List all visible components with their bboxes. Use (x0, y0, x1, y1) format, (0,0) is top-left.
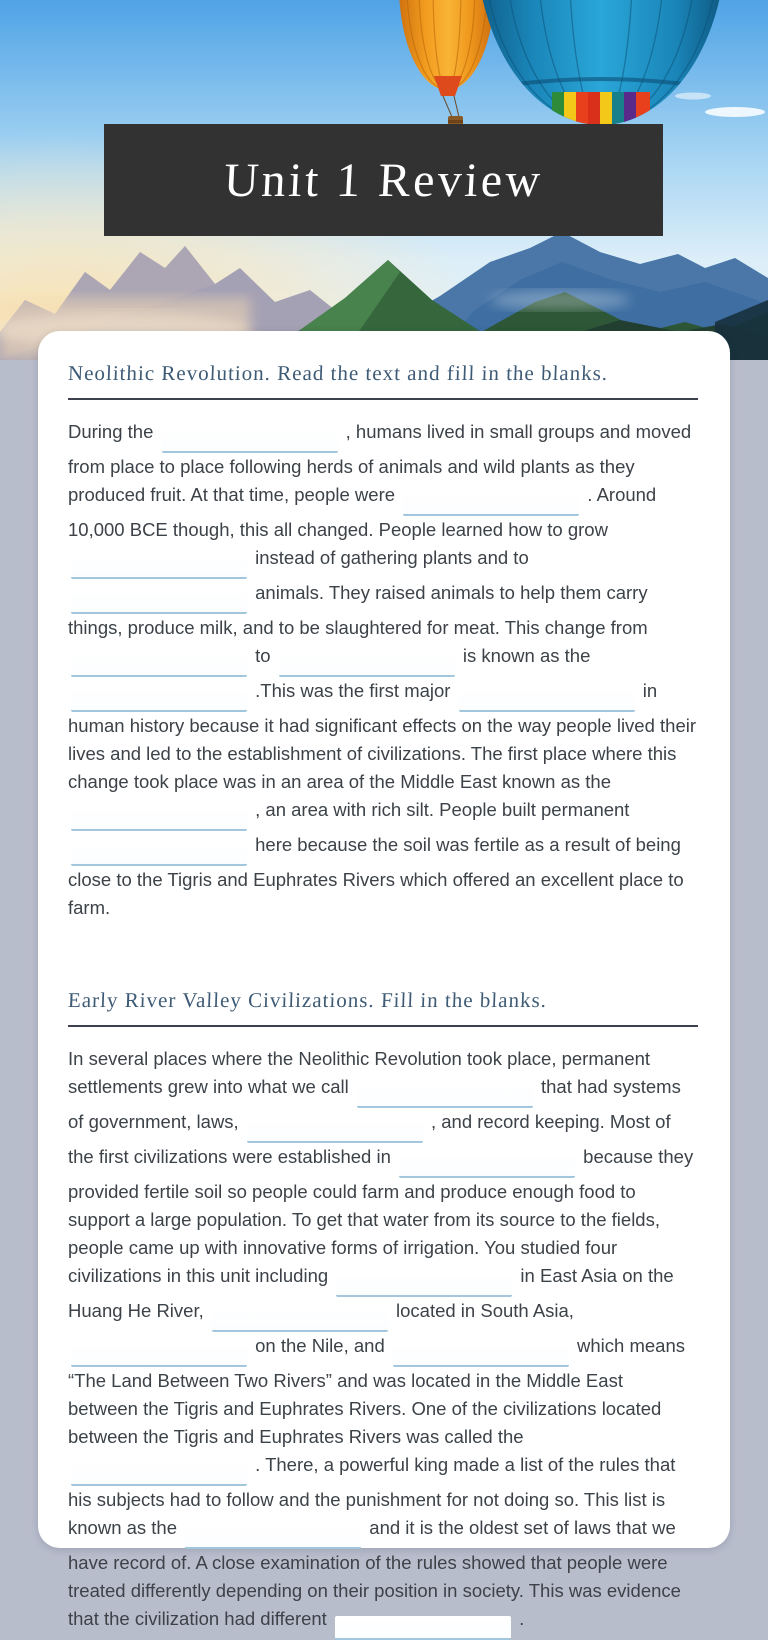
paragraph-text: that had systems of government, laws, (68, 1076, 681, 1132)
worksheet-paragraph (68, 418, 698, 922)
paragraph-text: , an area with rich silt. People built permanent (250, 799, 630, 820)
paragraph-text: because they provided fertile soil so people could farm and produce enough food to support a large population. To get that water from its source to the fields, people came up with innovative forms of irrigation. You studied four civilizations in this unit including (68, 1146, 694, 1286)
fill-blank-input[interactable] (71, 590, 247, 614)
worksheet-section-2 (68, 988, 698, 1640)
fill-blank-input[interactable] (459, 688, 635, 712)
paragraph-text: , humans lived in small groups and moved from place to place following herds of animals and wild plants as they produced fruit. At that time, people were (68, 421, 692, 505)
fill-blank-input[interactable] (393, 1343, 569, 1367)
page-title: Unit 1 Review (222, 153, 545, 207)
paragraph-text: . (513, 1608, 525, 1629)
fill-blank-input[interactable] (71, 1462, 247, 1486)
paragraph-text: on the Nile, and (250, 1335, 390, 1356)
worksheet-sections (68, 361, 698, 1640)
paragraph-text: During the (68, 421, 159, 442)
paragraph-text: animals. They raised animals to help them carry things, produce milk, and to be slaughtered for meat. This change from (68, 582, 648, 638)
fill-blank-input[interactable] (71, 807, 247, 831)
paragraph-text: here because the soil was fertile as a result of being close to the Tigris and Euphrates Rivers which offered an excellent place to farm. (68, 834, 684, 918)
worksheet-paragraph (68, 1045, 698, 1640)
paragraph-text: in human history because it had significant effects on the way people lived their lives and led to the establishment of civilizations. The first place where this change took place was in an area of the Middle East known as the (68, 680, 697, 792)
worksheet-section-1 (68, 361, 698, 922)
fill-blank-input[interactable] (71, 688, 247, 712)
fill-blank-input[interactable] (247, 1119, 423, 1143)
fill-blank-input[interactable] (336, 1273, 512, 1297)
fill-blank-input[interactable] (403, 492, 579, 516)
paragraph-text: and it is the oldest set of laws that we have record of. A close examination of the rules showed that people were treated differently depending on their position in society. This was evidence that the civilization had different (68, 1517, 681, 1629)
paragraph-text: , and record keeping. Most of the first civilizations were established in (68, 1111, 671, 1167)
paragraph-text: . There, a powerful king made a list of the rules that his subjects had to follow and the punishment for not doing so. This list is known as the (68, 1454, 676, 1538)
paragraph-text: in East Asia on the Huang He River, (68, 1265, 674, 1321)
fill-blank-input[interactable] (71, 555, 247, 579)
fill-blank-input[interactable] (279, 653, 455, 677)
paragraph-text: . Around 10,000 BCE though, this all changed. People learned how to grow (68, 484, 657, 540)
fill-blank-input[interactable] (71, 1343, 247, 1367)
section-heading: Neolithic Revolution. Read the text and fill in the blanks. (67, 361, 609, 385)
fill-blank-input[interactable] (357, 1084, 533, 1108)
fill-blank-input[interactable] (399, 1154, 575, 1178)
paragraph-text: located in South Asia, (390, 1300, 574, 1321)
section-heading: Early River Valley Civilizations. Fill in the blanks. (67, 988, 548, 1012)
fill-blank-input[interactable] (335, 1616, 511, 1640)
fill-blank-input[interactable] (185, 1525, 361, 1549)
paragraph-text: In several places where the Neolithic Revolution took place, permanent settlements grew into what we call (68, 1048, 651, 1097)
paragraph-text: instead of gathering plants and to (250, 547, 529, 568)
worksheet-card (38, 331, 730, 1629)
paragraph-text: which means “The Land Between Two Rivers” and was located in the Middle East between the Tigris and Euphrates Rivers. One of the civilizations located between the Tigris and Euphrates Rivers was called the (68, 1335, 685, 1447)
fill-blank-input[interactable] (71, 842, 247, 866)
paragraph-text: .This was the first major (250, 680, 456, 701)
paragraph-text: to (250, 645, 276, 666)
fill-blank-input[interactable] (71, 653, 247, 677)
paragraph-text: is known as the (457, 645, 591, 666)
fill-blank-input[interactable] (162, 429, 338, 453)
heading-underline (68, 398, 698, 400)
heading-underline (68, 1025, 698, 1027)
title-banner (104, 124, 663, 236)
fill-blank-input[interactable] (212, 1308, 388, 1332)
